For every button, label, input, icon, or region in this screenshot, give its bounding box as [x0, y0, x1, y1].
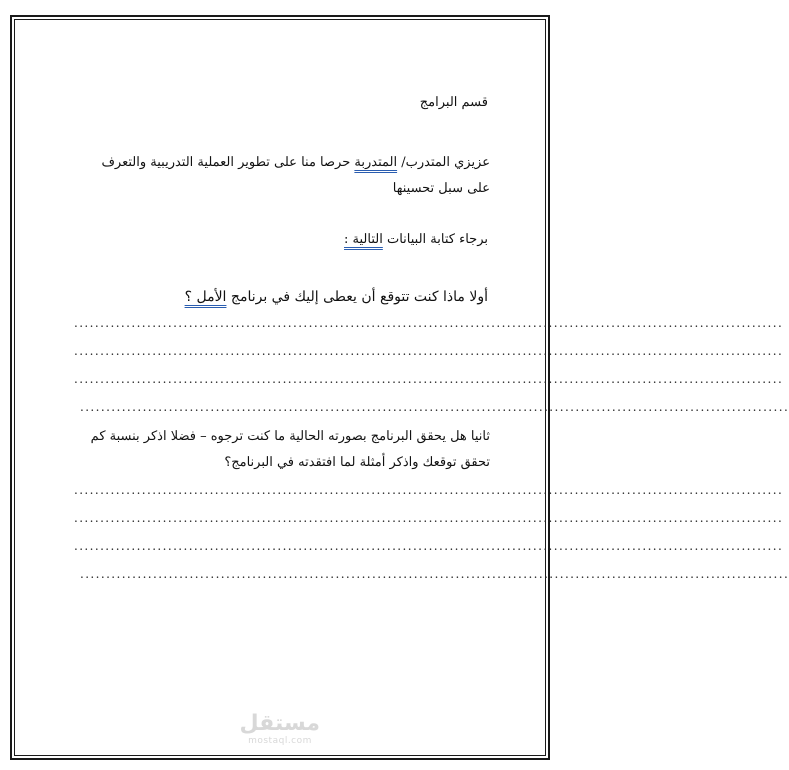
watermark-latin: mostaql.com [248, 736, 312, 746]
request-line [344, 232, 488, 247]
answer-line-1[interactable]: ........................................................................................................................................ [74, 316, 784, 330]
watermark-arabic: مستقل [239, 711, 320, 736]
question-1-prefix: أولا ماذا كنت تتوقع أن يعطى إليك في برنامج [226, 289, 488, 305]
question-2: ثانيا هل يحقق البرنامج بصورته الحالية ما كنت ترجوه – فضلا اذكر بنسبة كم تحقق توقعك واذكر أمثلة لما افتقدته في البرنامج؟ [90, 429, 490, 470]
question-1 [185, 289, 488, 305]
request-underlined: التالية : [344, 232, 383, 247]
answer-line-7[interactable]: ........................................................................................................................................ [74, 539, 784, 553]
watermark-logo [240, 712, 320, 746]
greeting-suffix: حرصا منا على تطوير العملية التدريبية والتعرف على سبل تحسينها [101, 155, 490, 196]
answer-line-6[interactable]: ........................................................................................................................................ [74, 511, 784, 525]
section-heading: قسم البرامج [419, 95, 488, 110]
answer-line-5[interactable]: ........................................................................................................................................ [74, 483, 784, 497]
answer-line-2[interactable]: ........................................................................................................................................ [74, 344, 784, 358]
greeting-underlined-word: المتدربة [354, 155, 398, 170]
answer-line-8[interactable]: ........................................................................................................................................ [80, 567, 789, 581]
greeting-prefix: عزيزي المتدرب/ [397, 155, 490, 170]
answer-line-3[interactable]: ........................................................................................................................................ [74, 372, 784, 386]
request-prefix: برجاء كتابة البيانات [382, 232, 488, 247]
page-border-inner [14, 19, 789, 756]
greeting-paragraph [80, 150, 490, 202]
question-1-underlined: الأمل ؟ [184, 289, 227, 305]
answer-line-4[interactable]: ........................................................................................................................................ [80, 400, 789, 414]
